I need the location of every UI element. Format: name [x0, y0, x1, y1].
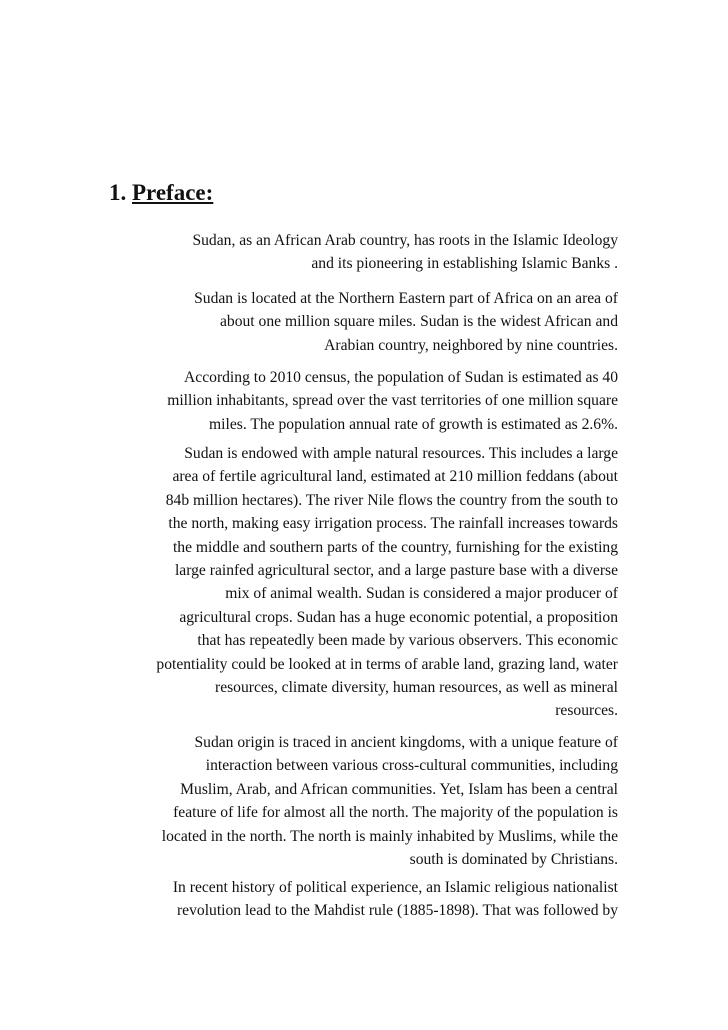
text-line: Muslim, Arab, and African communities. Yet, Islam has been a central [180, 780, 618, 798]
paragraph-population [102, 366, 618, 436]
paragraph-origin [102, 731, 618, 871]
text-line: Sudan origin is traced in ancient kingdoms, with a unique feature of [194, 734, 618, 751]
paragraph-history [102, 876, 618, 923]
text-line: According to 2010 census, the population of Sudan is estimated as 40 [184, 369, 618, 386]
text-line: potentiality could be looked at in terms of arable land, grazing land, water [156, 655, 618, 673]
text-line: large rainfed agricultural sector, and a large pasture base with a diverse [174, 562, 618, 580]
text-line: the middle and southern parts of the country, furnishing for the existing [172, 538, 618, 556]
text-line: 84b million hectares). The river Nile flows the country from the south to [165, 491, 618, 509]
heading-title: Preface: [132, 180, 214, 205]
text-line: Arabian country, neighbored by nine countries. [324, 336, 618, 354]
text-line: south is dominated by Christians. [409, 851, 618, 869]
text-line: about one million square miles. Sudan is the widest African and [220, 313, 618, 331]
text-line: the north, making easy irrigation process. The rainfall increases towards [168, 515, 618, 533]
text-line: Sudan is located at the Northern Eastern part of Africa on an area of [194, 290, 618, 307]
text-line: revolution lead to the Mahdist rule (1885-1898). That was followed by [176, 902, 618, 920]
text-line: Sudan, as an African Arab country, has roots in the Islamic Ideology [192, 232, 618, 249]
text-line: resources. [555, 702, 618, 720]
paragraph-resources [102, 442, 618, 723]
text-line: In recent history of political experience, an Islamic religious nationalist [172, 879, 618, 896]
section-heading [109, 178, 213, 208]
text-line: agricultural crops. Sudan has a huge economic potential, a proposition [179, 608, 618, 626]
text-line: feature of life for almost all the north. The majority of the population is [173, 804, 618, 822]
paragraph-intro [102, 229, 618, 276]
text-line: interaction between various cross-cultural communities, including [205, 757, 618, 775]
text-line: and its pioneering in establishing Islamic Banks . [311, 255, 618, 273]
text-line: Sudan is endowed with ample natural resources. This includes a large [184, 445, 618, 462]
text-line: area of fertile agricultural land, estimated at 210 million feddans (about [172, 468, 618, 486]
text-line: mix of animal wealth. Sudan is considered a major producer of [225, 585, 618, 603]
heading-number: 1. [109, 180, 127, 205]
text-line: that has repeatedly been made by various observers. This economic [197, 632, 618, 650]
text-line: resources, climate diversity, human resources, as well as mineral [215, 679, 618, 697]
text-line: miles. The population annual rate of growth is estimated as 2.6%. [209, 415, 618, 433]
text-line: million inhabitants, spread over the vast territories of one million square [167, 392, 618, 410]
text-line: located in the north. The north is mainly inhabited by Muslims, while the [161, 827, 618, 845]
paragraph-location [102, 287, 618, 357]
